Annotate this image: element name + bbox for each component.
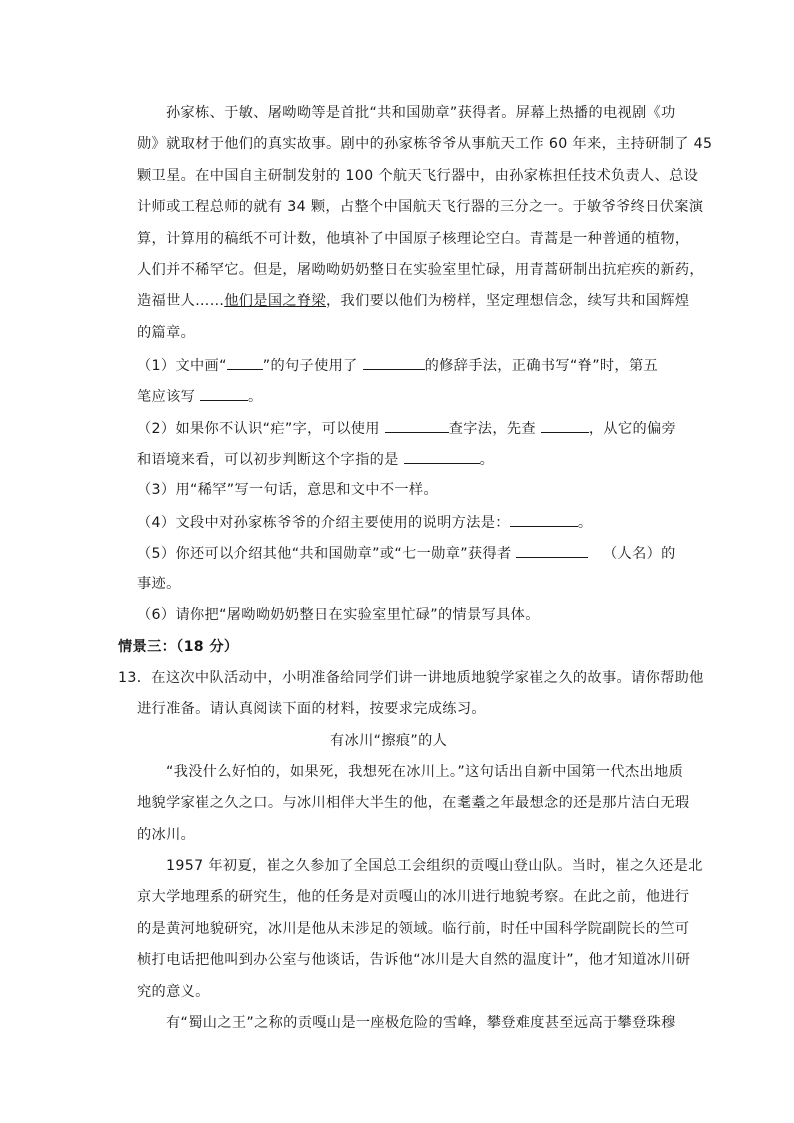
article-title: 有冰川“擦痕”的人 — [330, 733, 448, 749]
paragraph-line: 颗卫星。在中国自主研制发射的 100 个航天飞行器中，由孙家栋担任技术负责人、总设 — [137, 168, 699, 184]
article-line: 京大学地理系的研究生，他的任务是对贡嘎山的冰川进行地貌考察。在此之前，他进行 — [137, 889, 690, 905]
question-text: （5）你还可以介绍其他“共和国勋章”或“七一勋章”获得者 — [137, 546, 512, 562]
answer-blank[interactable] — [227, 354, 263, 370]
question-2-cont — [137, 448, 494, 470]
question-text: ”的句子使用了 — [262, 358, 358, 374]
question-text: 笔应该写 — [137, 389, 196, 405]
paragraph-line: 孙家栋、于敏、屠呦呦等是首批“共和国勋章”获得者。屏幕上热播的电视剧《功 — [166, 105, 676, 121]
answer-blank[interactable] — [200, 385, 248, 401]
question-text: 查字法，先查 — [448, 421, 536, 437]
answer-blank[interactable] — [385, 417, 449, 433]
question-text: （2）如果你不认识“疟”字，可以使用 — [137, 421, 380, 437]
question-text: 。 — [479, 452, 495, 468]
question-13: 13．在这次中队活动中，小明准备给同学们讲一讲地质地貌学家崔之久的故事。请你帮助他 — [118, 670, 704, 686]
question-text: （4）文段中对孙家栋爷爷的介绍主要使用的说明方法是： — [137, 515, 510, 531]
question-5-cont: 事迹。 — [137, 576, 181, 592]
question-3: （3）用“稀罕”写一句话，意思和文中不一样。 — [137, 482, 438, 498]
paragraph-line: 的篇章。 — [137, 325, 196, 341]
question-text: （人名）的 — [603, 546, 676, 562]
article-line: 地貌学家崔之久之口。与冰川相伴大半生的他，在耄耋之年最想念的还是那片洁白无瑕 — [137, 795, 690, 811]
paragraph-text: ，我们要以他们为榜样，坚定理想信念，续写共和国辉煌 — [326, 293, 690, 309]
question-text: 和语境来看，可以初步判断这个字指的是 — [137, 452, 399, 468]
question-4 — [137, 511, 592, 533]
question-2 — [137, 417, 676, 439]
section-heading: 情景三：（18 分） — [118, 639, 239, 655]
paragraph-line — [137, 291, 689, 311]
question-text: 的修辞手法，正确书写“脊”时，第五 — [424, 358, 659, 374]
question-text: （1）文中画“ — [137, 358, 227, 374]
question-text: ，从它的偏旁 — [588, 421, 677, 437]
question-1-cont — [137, 385, 263, 407]
question-5 — [137, 542, 676, 564]
answer-blank[interactable] — [516, 542, 588, 558]
question-text: 。 — [248, 389, 263, 405]
article-line: 有“蜀山之王”之称的贡嘎山是一座极危险的雪峰，攀登难度甚至远高于攀登珠穆 — [166, 1015, 676, 1031]
article-line: 的是黄河地貌研究，冰川是他从未涉足的领域。临行前，时任中国科学院副院长的竺可 — [137, 921, 690, 937]
paragraph-text: 造福世人…… — [137, 293, 225, 309]
question-13-cont: 进行准备。请认真阅读下面的材料，按要求完成练习。 — [137, 701, 486, 717]
question-6: （6）请你把“屠呦呦奶奶整日在实验室里忙碌”的情景写具体。 — [137, 607, 540, 623]
answer-blank[interactable] — [363, 354, 425, 370]
answer-blank[interactable] — [404, 448, 480, 464]
paragraph-line: 计师或工程总师的就有 34 颗，占整个中国航天飞行器的三分之一。于敏爷爷终日伏案演 — [137, 199, 704, 215]
paragraph-line: 算，计算用的稿纸不可计数，他填补了中国原子核理论空白。青蒿是一种普通的植物， — [137, 231, 690, 247]
article-line: 的冰川。 — [137, 827, 196, 843]
question-text: 。 — [577, 515, 593, 531]
article-line: 桢打电话把他叫到办公室与他谈话，告诉他“冰川是大自然的温度计”，他才知道冰川研 — [137, 952, 691, 968]
answer-blank[interactable] — [510, 511, 578, 527]
paragraph-line: 人们并不稀罕它。但是，屠呦呦奶奶整日在实验室里忙碌，用青蒿研制出抗疟疾的新药， — [137, 262, 704, 278]
article-line: 1957 年初夏，崔之久参加了全国总工会组织的贡嘎山登山队。当时，崔之久还是北 — [166, 858, 703, 874]
article-line: “我没什么好怕的，如果死，我想死在冰川上。”这句话出自新中国第一代杰出地质 — [166, 764, 684, 780]
question-1 — [137, 354, 658, 376]
paragraph-line: 勋》就取材于他们的真实故事。剧中的孙家栋爷爷从事航天工作 60 年来，主持研制了 45 — [137, 136, 713, 152]
article-line: 究的意义。 — [137, 984, 210, 1000]
answer-blank[interactable] — [541, 417, 589, 433]
underlined-sentence: 他们是国之脊梁 — [224, 293, 326, 309]
